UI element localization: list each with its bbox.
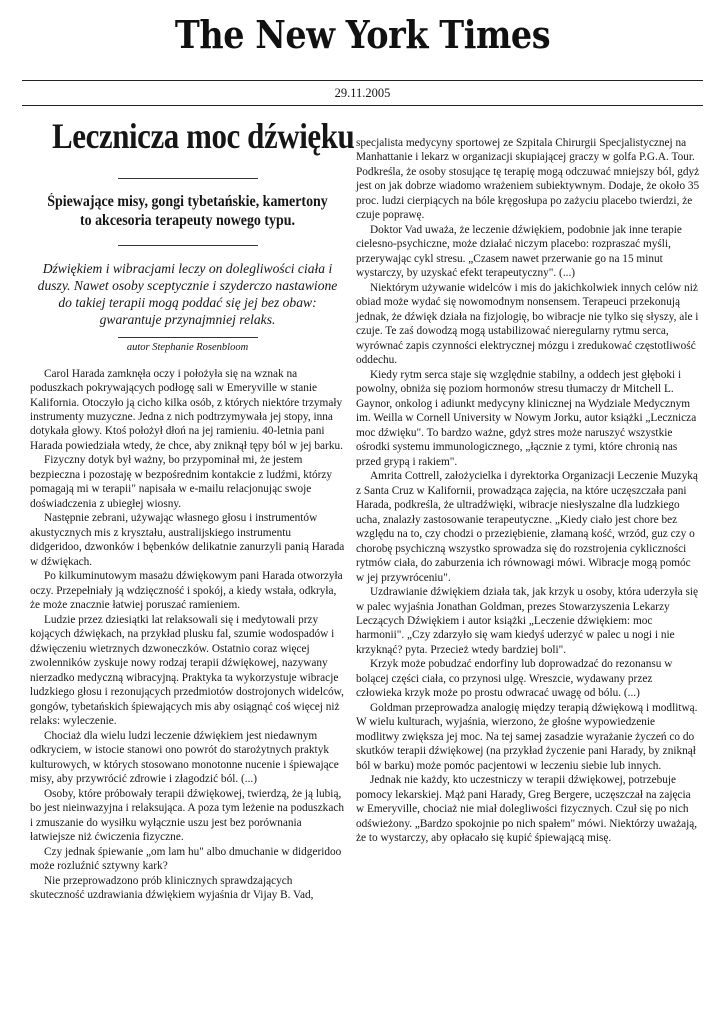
article-byline: autor Stephanie Rosenbloom — [126, 341, 249, 353]
body-paragraph: Osoby, które próbowały terapii dźwiękowej, twierdzą, że ją lubią, bo jest nieinwazyjna i relaksująca. A poza tym leżenie na poduszkach i zmuszanie do wysiłku wyłącznie uszu jest bez porównania łatwiejsze niż ćwiczenia fizyczne. — [30, 787, 345, 844]
body-paragraph: Krzyk może pobudzać endorfiny lub doprowadzać do rezonansu w bolącej części ciała, co przynosi ulgę. Wreszcie, wydawany przez człowieka krzyk może po prostu odwracać uwagę od bólu. (...) — [356, 658, 673, 700]
body-paragraph: Po kilkuminutowym masażu dźwiękowym pani Harada otworzyła oczy. Przepełniały ją wdzięczność i spokój, a kiedy wstała, odkryła, że może znacznie łatwiej poruszać ramieniem. — [30, 570, 343, 612]
body-paragraph: Następnie zebrani, używając własnego głosu i instrumentów akustycznych mis z kryształu, australijskiego instrumentu didgeridoo, dzwonków i bębenków delikatnie zanurzyli panią Harada w dźwiękach. — [30, 512, 345, 568]
body-paragraph: Goldman przeprowadza analogię między terapią dźwiękową i modlitwą. W wielu kulturach, wyjaśnia, wierzono, że głośne wypowiedzenie modlitwy zwiększa jej moc. Na tej samej zasadzie wyrażanie życzeń co do skutków terapii dźwiękowej (na przykład życzenie pani Harady, by zniknął ból w barku) może pomóc pacjentowi w leczeniu siebie lub innych. — [356, 701, 698, 772]
masthead-rule-bottom — [22, 105, 703, 106]
body-paragraph: Carol Harada zamknęła oczy i położyła się na wznak na poduszkach pokrywających podłogę sali w Emeryville w stanie Kalifornia. Otoczyło ją cicho kilka osób, z których niektóre trzymały instrumenty muzyczne. Jedna z nich podtrzymywała jej stopy, inna dotykała głowy. Ktoś położył dłoń na jej ramieniu. 40-letnia pani Harada powiedziała wtedy, że chce, aby zniknął tępy ból w jej barku. — [30, 367, 343, 452]
body-paragraph: Uzdrawianie dźwiękiem działa tak, jak krzyk u osoby, która uderzyła się w palec wyjaśnia Jonathan Goldman, prezes Stowarzyszenia Lekarzy Leczących Dźwiękiem i autor książki „Leczenie dźwiękiem: moc harmonii". „Czy zdarzyło się wam kiedyś uderzyć w palec u nogi i nie krzyknąć? pyta. Przecież wtedy bardziej boli". — [356, 586, 699, 656]
body-paragraph: Czy jednak śpiewanie „om lam hu" albo dmuchanie w didgeridoo może rozluźnić sztywny kark? — [30, 845, 342, 873]
body-paragraph: Amrita Cottrell, założycielka i dyrektorka Organizacji Leczenie Muzyką z Santa Cruz w Kalifornii, prowadząca zajęcia, na które uczęszczała pani Harada, podkreśla, że ultradźwięki, wibracje niesłyszalne dla ludzkiego ucha, znalazły zastosowanie terapeutyczne. „Kiedy ciało jest chore bez względu na to, czy chodzi o przeziębienie, złamaną kość, wrzód, guz czy o chorobę psychiczną wszystko sprowadza się do rozstrojenia cykliczności rytmów ciała, do zaburzenia ich równowagi mówi. Wibracje mogą pomóc w jej przywróceniu". — [356, 470, 698, 584]
headline-divider — [118, 178, 258, 179]
article-subheadline: Śpiewające misy, gongi tybetańskie, kamertony to akcesoria terapeuty nowego typu. — [47, 192, 328, 230]
body-paragraph: Jednak nie każdy, kto uczestniczy w terapii dźwiękowej, potrzebuje pomocy lekarskiej. Mąż pani Harady, Greg Bergere, uczęszczał na zajęcia w Emeryville, chociaż nie miał dolegliwości fizycznych. Czuł się po nich odświeżony. „Bardzo spokojnie po nich spałem" mówi. Niektórzy uważają, że to wystarczy, aby opłacało się kupić śpiewającą misę. — [356, 774, 698, 845]
body-paragraph: Kiedy rytm serca staje się względnie stabilny, a oddech jest głęboki i powolny, obniża się poziom hormonów stresu tłumaczy dr Mitchell L. Gaynor, onkolog i adiunkt medycyny klinicznej na Wydziale Medycznym im. Weilla w Cornell University w Nowym Jorku, autor książki „Lecznicza moc dźwięku". To bardzo ważne, gdyż stres może naruszyć wszystkie ośrodki systemu immunologicznego, „łącznie z tymi, które chronią nas przed grypą i rakiem". — [356, 368, 697, 468]
article-headline: Lecznicza moc dźwięku — [52, 116, 355, 156]
body-paragraph: specjalista medycyny sportowej ze Szpitala Chirurgii Specjalistycznej na Manhattanie i lekarz w organizacji skupiającej graczy w golfa P.G.A. Tour. Podkreśla, że osoby stosujące tę terapię mogą odczuwać mniejszy ból, gdyż jest on jak dobrze wiadomo wrażeniem subiektywnym. Dodaje, że około 35 proc. ludzi cierpiących na bóle kręgosłupa po zażyciu placebo twierdzi, że czuje poprawę. — [356, 137, 700, 222]
left-body — [30, 367, 345, 903]
body-paragraph: Fizyczny dotyk był ważny, bo przypominał mi, że jestem bezpieczna i pozostaję w bezpośrednim kontakcie z ludźmi, którzy pomagają mi w terapii" napisała w e-mailu relacjonując swoje doświadczenia z ubiegłej wiosny. — [30, 454, 333, 510]
right-column — [356, 136, 700, 846]
body-paragraph: Ludzie przez dziesiątki lat relaksowali się i medytowali przy kojących dźwiękach, na przykład plusku fal, szumie wodospadów i dźwięczeniu wietrznych dzwoneczków. Ostatnio coraz więcej zwolenników zyskuje nowy rodzaj terapii dźwiękowej, nazywany nierzadko medyczną wibracyjną. Praktyka ta wykorzystuje wibracje ludzkiego głosu i rezonujących przedmiotów dostrojonych widelców, gongów, tybetańskich śpiewających mis aby osiągnąć coś więcej niż relaks: wyleczenie. — [30, 613, 344, 728]
subheadline-divider — [118, 245, 258, 246]
lede-divider — [118, 337, 258, 338]
body-paragraph: Nie przeprowadzono prób klinicznych sprawdzających skuteczność uzdrawiania dźwiękiem wyjaśnia dr Vijay B. Vad, — [30, 874, 314, 901]
issue-date: 29.11.2005 — [334, 86, 391, 100]
body-paragraph: Niektórym używanie widelców i mis do jakichkolwiek innych celów niż obiad może wydać się nowomodnym nonsensem. Terapeuci przekonują jednak, że dźwięk działa na fizjologię, bo wibracje nie tylko się słyszy, ale i czuje. Te zaś dowodzą mogą ustabilizować nieregularny rytmu serca, wyrównać zapis czynności elektrycznej mózgu i zredukować częstotliwość oddechu. — [356, 281, 699, 367]
body-paragraph: Doktor Vad uważa, że leczenie dźwiękiem, podobnie jak inne terapie cielesno-psychiczne, może działać niczym placebo: rozpraszać myśli, przerywając cykl stresu. „Czasem nawet przerwanie go na 15 minut wystarczy, by uzyskać efekt terapeutyczny". (...) — [356, 223, 682, 280]
masthead-rule-top — [22, 80, 703, 81]
body-paragraph: Chociaż dla wielu ludzi leczenie dźwiękiem jest niedawnym odkryciem, w istocie stanowi ono powrót do starożytnych praktyk kulturowych, w których stosowano monotonne nucenie i śpiewające misy, aby przywrócić zdrowie i złagodzić ból. (...) — [30, 729, 339, 786]
article-lede: Dźwiękiem i wibracjami leczy on dolegliwości ciała i duszy. Nawet osoby sceptycznie i szyderczo nastawione do takiej terapii mogą poddać się jej bez obaw: gwarantuje przynajmniej relaks. — [37, 260, 338, 328]
newspaper-masthead: The New York Times — [174, 12, 551, 57]
right-body — [356, 136, 700, 846]
left-column — [30, 116, 355, 902]
